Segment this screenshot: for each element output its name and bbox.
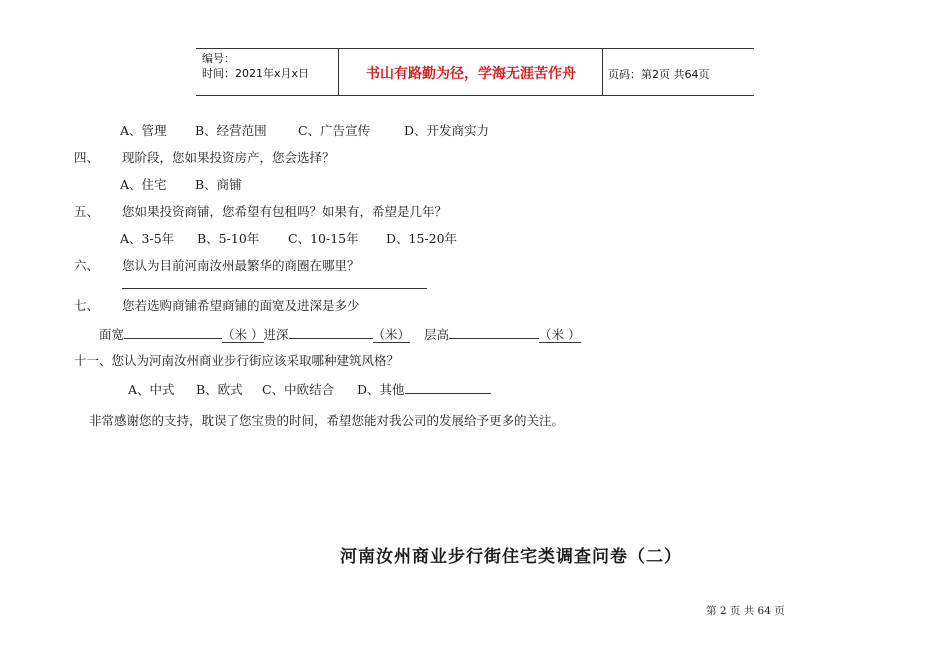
- q11-options: [128, 380, 491, 398]
- q11-option-a[interactable]: A、中式: [128, 382, 175, 397]
- header-divider-2: [602, 49, 603, 95]
- q4-number: 四、: [74, 150, 100, 165]
- question-5: [74, 204, 447, 220]
- q7-floor-field[interactable]: [449, 325, 539, 339]
- q11-option-b[interactable]: B、欧式: [196, 382, 243, 397]
- q6-text: 您认为目前河南汝州最繁华的商圈在哪里？: [122, 258, 360, 273]
- page-header: [196, 48, 754, 96]
- question-4: [74, 150, 335, 166]
- question-11: 十一、您认为河南汝州商业步行街应该采取哪种建筑风格？: [74, 353, 400, 368]
- header-page-info: 页码：第2页 共64页: [608, 68, 710, 81]
- q5-options: [120, 231, 457, 247]
- q7-floor-label: 层高: [424, 327, 450, 342]
- serial-label: 编号：: [202, 52, 235, 65]
- question-7: [74, 298, 360, 314]
- q5-number: 五、: [74, 204, 100, 219]
- q7-depth-label: 进深: [263, 327, 289, 342]
- q11-option-d[interactable]: D、其他: [357, 382, 405, 397]
- q5-option-c[interactable]: C、10-15年: [288, 231, 359, 246]
- q3-option-b[interactable]: B、经营范围: [195, 123, 267, 138]
- q5-option-b[interactable]: B、5-10年: [197, 231, 260, 246]
- q3-options: [120, 123, 489, 139]
- q7-depth-field[interactable]: [289, 325, 373, 339]
- q5-text: 您如果投资商铺，您希望有包租吗？如果有，希望是几年？: [122, 204, 448, 219]
- thanks-note: 非常感谢您的支持，耽误了您宝贵的时间，希望您能对我公司的发展给予更多的关注。: [89, 413, 565, 428]
- q4-option-b[interactable]: B、商铺: [195, 177, 242, 192]
- q7-width-label: 面宽: [99, 327, 125, 342]
- q3-option-c[interactable]: C、广告宣传: [298, 123, 371, 138]
- q4-options: [120, 177, 242, 193]
- q7-width-unit: （米 ）: [222, 327, 264, 342]
- q7-text: 您若选购商铺希望商铺的面宽及进深是多少: [122, 298, 360, 313]
- q4-option-a[interactable]: A、住宅: [120, 177, 167, 192]
- q7-number: 七、: [74, 298, 100, 313]
- q11-option-c[interactable]: C、中欧结合: [262, 382, 335, 397]
- header-meta: [202, 51, 309, 81]
- q11-other-field[interactable]: [405, 380, 491, 394]
- header-divider-1: [338, 49, 339, 95]
- q7-dimensions: [99, 325, 581, 343]
- q6-answer-field[interactable]: [122, 275, 427, 289]
- q7-floor-unit: （米 ）: [539, 327, 581, 342]
- questionnaire-title-text: 河南汝州商业步行街住宅类调查问卷（二）: [340, 547, 682, 567]
- time-label: 时间：2021年x月x日: [202, 67, 310, 80]
- q3-option-a[interactable]: A、管理: [120, 123, 167, 138]
- q7-width-field[interactable]: [124, 325, 222, 339]
- q5-option-a[interactable]: A、3-5年: [120, 231, 175, 246]
- questionnaire-title: [0, 542, 950, 567]
- q3-option-d[interactable]: D、开发商实力: [404, 123, 490, 138]
- header-motto: 书山有路勤为径，学海无涯苦作舟: [366, 66, 576, 82]
- q4-text: 现阶段，您如果投资房产，您会选择？: [122, 150, 335, 165]
- question-6: [74, 258, 360, 274]
- page-footer: 第 2 页 共 64 页: [706, 605, 785, 617]
- q6-number: 六、: [74, 258, 100, 273]
- q7-depth-unit: （米）: [372, 327, 411, 342]
- q5-option-d[interactable]: D、15-20年: [386, 231, 458, 246]
